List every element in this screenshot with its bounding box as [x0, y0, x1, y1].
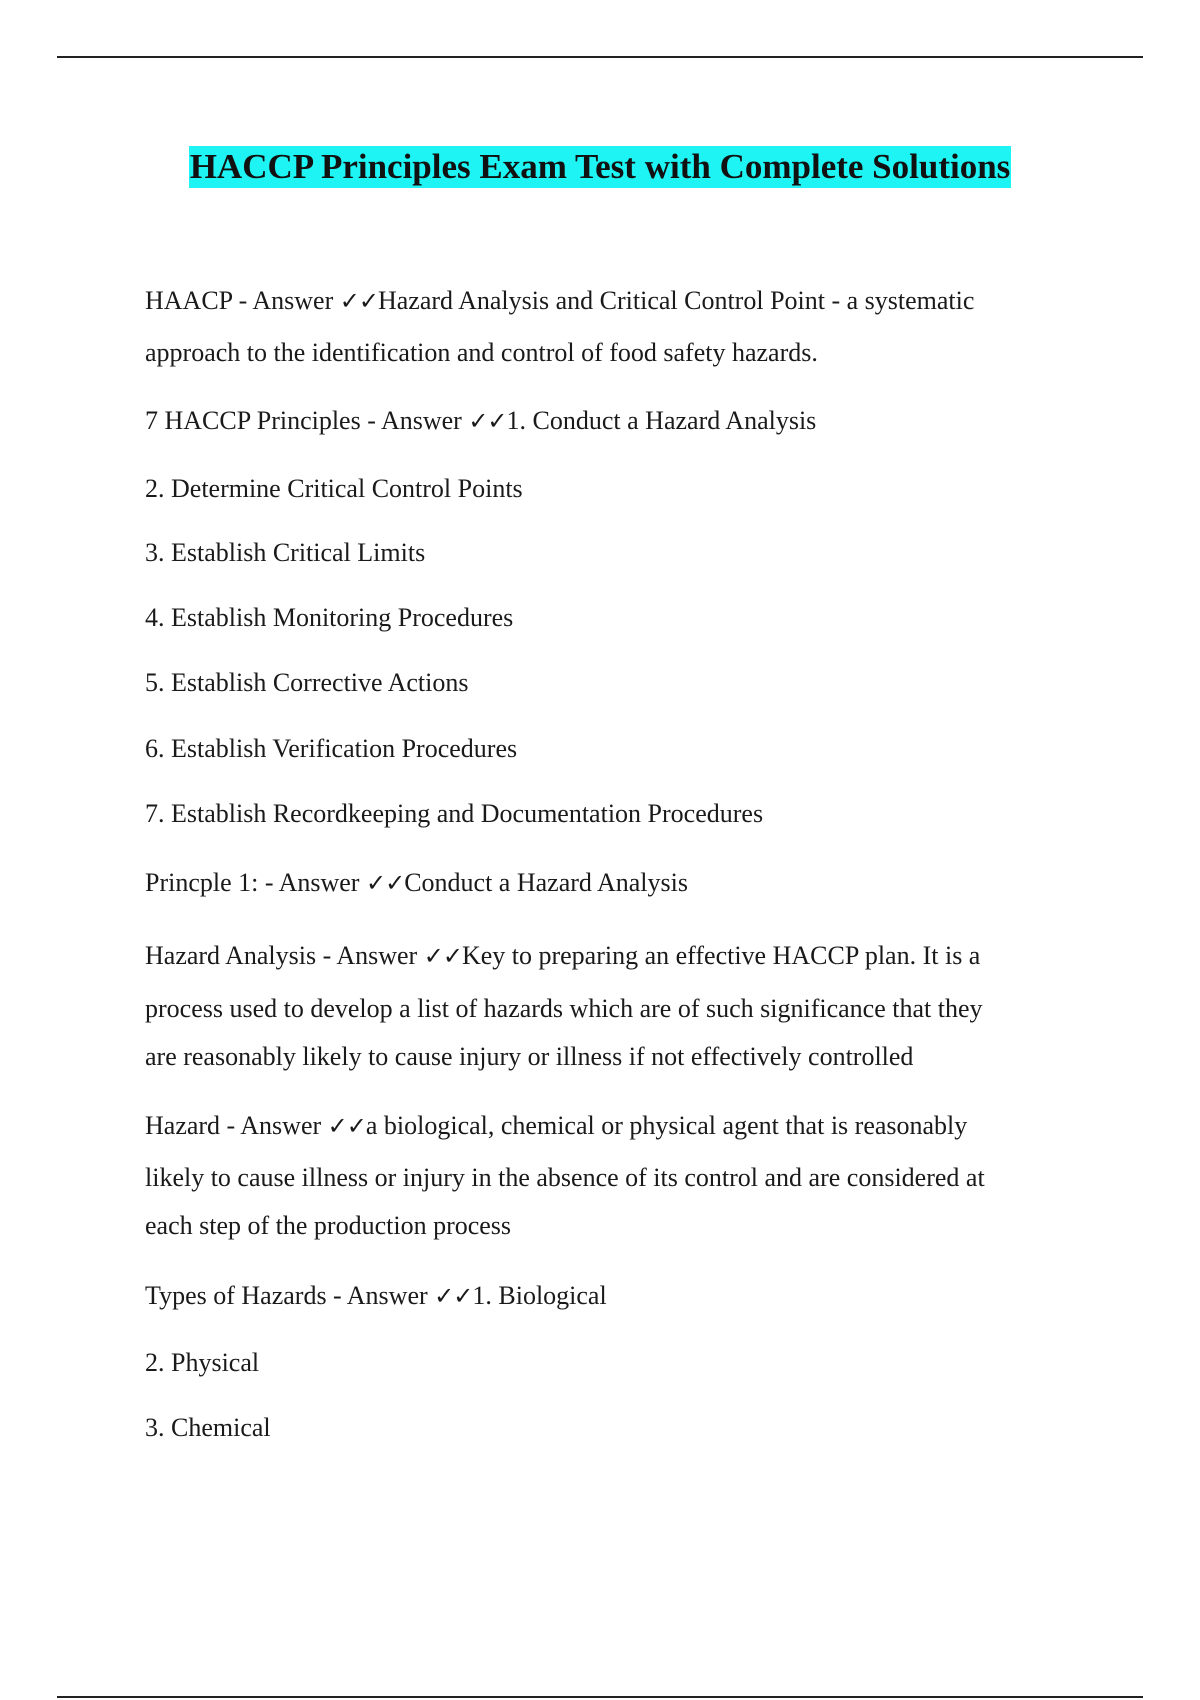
qa-term: 7 HACCP Principles - Answer — [145, 406, 469, 435]
qa-term-line — [145, 1281, 607, 1311]
qa-term-line — [145, 1111, 967, 1141]
qa-term: Hazard Analysis - Answer — [145, 941, 424, 970]
qa-answer-line: each step of the production process — [145, 1211, 512, 1240]
qa-term: Types of Hazards - Answer — [145, 1281, 435, 1310]
title-block — [0, 146, 1200, 188]
double-check-icon: ✓✓ — [327, 1112, 366, 1140]
qa-term-line — [145, 941, 980, 971]
bottom-divider — [57, 1696, 1143, 1698]
list-item: 3. Establish Critical Limits — [145, 538, 426, 567]
qa-answer-line: approach to the identification and control of food safety hazards. — [145, 338, 818, 367]
list-item: 6. Establish Verification Procedures — [145, 734, 518, 763]
qa-answer-line: process used to develop a list of hazards which are of such significance that they — [145, 994, 983, 1023]
qa-term: HAACP - Answer — [145, 286, 340, 315]
list-item: 2. Determine Critical Control Points — [145, 474, 523, 503]
qa-answer: Conduct a Hazard Analysis — [404, 868, 688, 897]
qa-answer: 1. Biological — [472, 1281, 607, 1310]
qa-answer-line: are reasonably likely to cause injury or illness if not effectively controlled — [145, 1042, 914, 1071]
list-item: 5. Establish Corrective Actions — [145, 668, 469, 697]
qa-term: Hazard - Answer — [145, 1111, 328, 1140]
list-item: 7. Establish Recordkeeping and Documentation Procedures — [145, 799, 764, 828]
list-item: 4. Establish Monitoring Procedures — [145, 603, 514, 632]
double-check-icon: ✓✓ — [468, 407, 507, 435]
qa-term-line — [145, 286, 974, 316]
double-check-icon: ✓✓ — [365, 869, 405, 897]
qa-answer: Key to preparing an effective HACCP plan. It is a — [461, 941, 981, 970]
list-item: 3. Chemical — [145, 1413, 271, 1442]
document-title: HACCP Principles Exam Test with Complete Solutions — [189, 147, 1011, 186]
top-divider — [57, 56, 1143, 58]
qa-answer: a biological, chemical or physical agent that is reasonably — [365, 1111, 968, 1140]
qa-term-line — [145, 406, 816, 436]
qa-term-line — [145, 868, 688, 898]
double-check-icon: ✓✓ — [423, 942, 462, 970]
double-check-icon: ✓✓ — [434, 1282, 473, 1310]
qa-term: Princple 1: - Answer — [145, 868, 366, 897]
qa-answer-line: likely to cause illness or injury in the absence of its control and are considered at — [145, 1163, 985, 1192]
list-item: 2. Physical — [145, 1348, 260, 1377]
qa-answer: Hazard Analysis and Critical Control Point - a systematic — [377, 286, 975, 315]
qa-answer: 1. Conduct a Hazard Analysis — [506, 406, 817, 435]
double-check-icon: ✓✓ — [339, 287, 378, 315]
